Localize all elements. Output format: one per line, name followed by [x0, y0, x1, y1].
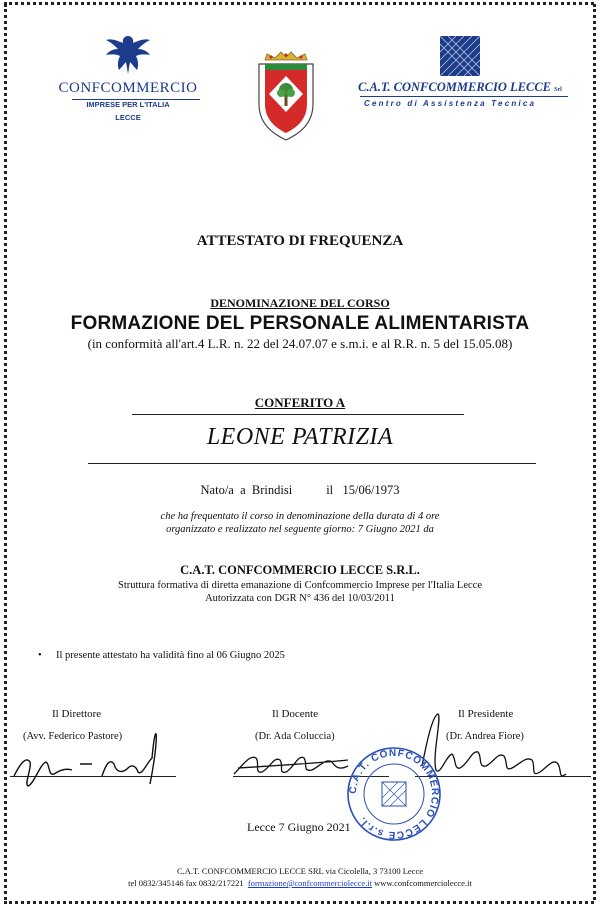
- footer-phone: tel 0832/345146 fax 0832/217221: [128, 878, 244, 888]
- bullet-icon: •: [38, 650, 42, 661]
- footer-email-link[interactable]: formazione@confcommerciolecce.it: [247, 878, 373, 888]
- footer-contacts: [0, 878, 600, 888]
- attendance-line-1: che ha frequentato il corso in denominazione della durata di 4 ore: [160, 511, 440, 522]
- cat-subtitle: Centro di Assistenza Tecnica: [364, 99, 537, 108]
- organizer-authorization: Autorizzata con DGR N° 436 del 10/03/2011: [205, 593, 395, 604]
- teacher-title: Il Docente: [272, 708, 319, 720]
- organizer-description: Struttura formativa di diretta emanazione di Confcommercio Imprese per l'Italia Lecce: [118, 580, 482, 591]
- director-signature-icon: [10, 714, 180, 794]
- confcommercio-city: LECCE: [115, 113, 141, 122]
- validity-text: Il presente attestato ha validità fino al 06 Giugno 2025: [56, 650, 285, 661]
- footer-address: C.A.T. CONFCOMMERCIO LECCE SRL via Cicolella, 3 73100 Lecce: [176, 866, 423, 876]
- company-stamp-icon: [344, 744, 444, 844]
- director-name: (Avv. Federico Pastore): [23, 731, 123, 742]
- cat-srl: Srl: [554, 87, 562, 93]
- cat-logo-icon: [440, 36, 480, 76]
- dotted-border-top: [4, 2, 594, 8]
- recipient-name: LEONE PATRIZIA: [206, 424, 394, 450]
- president-name: (Dr. Andrea Fiore): [446, 731, 524, 742]
- course-name: FORMAZIONE DEL PERSONALE ALIMENTARISTA: [70, 313, 530, 334]
- confcommercio-subtitle: IMPRESE PER L'ITALIA: [86, 100, 170, 109]
- birth-date-label: il: [326, 483, 334, 497]
- recipient-bottom-rule: [88, 463, 536, 464]
- cat-divider: [360, 96, 568, 97]
- course-label: DENOMINAZIONE DEL CORSO: [210, 296, 390, 310]
- dotted-border-bottom: [4, 898, 594, 904]
- organizer-name: C.A.T. CONFCOMMERCIO LECCE S.R.L.: [180, 563, 420, 577]
- birth-place: Brindisi: [251, 483, 293, 497]
- cat-name: C.A.T. CONFCOMMERCIO LECCE Srl: [358, 80, 562, 94]
- president-title: Il Presidente: [458, 708, 514, 720]
- born-label: Nato/a a: [200, 483, 246, 497]
- conferred-label: CONFERITO A: [254, 395, 346, 410]
- birth-date: 15/06/1973: [342, 483, 400, 497]
- certificate-title: ATTESTATO DI FREQUENZA: [196, 233, 404, 249]
- birth-info: [0, 483, 600, 498]
- attendance-line-2: organizzato e realizzato nel seguente giorno: 7 Giugno 2021 da: [166, 524, 434, 535]
- footer-website: www.confcommerciolecce.it: [374, 878, 472, 888]
- place-date: Lecce 7 Giugno 2021: [247, 820, 351, 834]
- recipient-top-rule: [132, 414, 464, 415]
- director-title: Il Direttore: [52, 708, 102, 720]
- eagle-icon: [100, 32, 156, 78]
- course-reference: (in conformità all'art.4 L.R. n. 22 del 24.07.07 e s.m.i. e al R.R. n. 5 del 15.05.08): [87, 336, 513, 351]
- teacher-name: (Dr. Ada Coluccia): [255, 731, 335, 742]
- confcommercio-name: CONFCOMMERCIO: [58, 80, 198, 96]
- svg-text:C.A.T. CONFCOMMERCIO LECCE s.r: C.A.T. CONFCOMMERCIO LECCE s.r.l.: [347, 747, 441, 841]
- region-crest-icon: [251, 50, 321, 142]
- validity-note: [38, 650, 538, 661]
